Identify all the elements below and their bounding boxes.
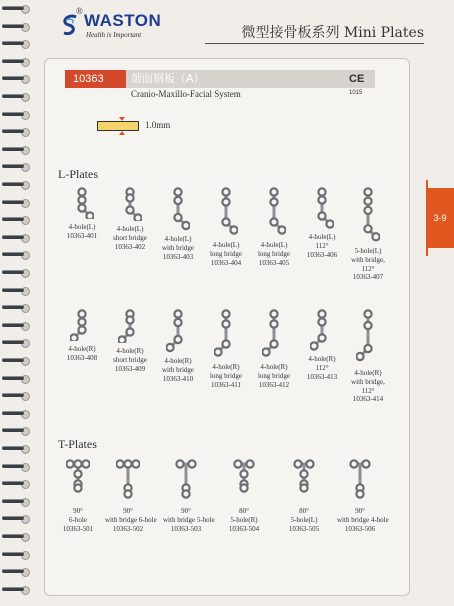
l-plate-label: 10363-412 xyxy=(258,380,290,389)
binding-ring xyxy=(2,514,30,523)
binding-ring xyxy=(2,215,30,224)
l-plate-label: 5-hole(L) xyxy=(354,247,382,255)
l-plate-label: 10363-402 xyxy=(114,242,146,251)
l-plate-drawing xyxy=(166,187,190,231)
binding-ring xyxy=(2,497,30,506)
l-plate-label: long bridge xyxy=(209,249,243,258)
binding-ring xyxy=(2,567,30,576)
binding-ring xyxy=(2,303,30,312)
t-plate-label: 90° xyxy=(355,507,365,515)
t-plate-item xyxy=(281,459,327,533)
header-divider xyxy=(205,43,424,44)
brand-tagline: Health is Important xyxy=(86,31,142,39)
l-plate-label: 4-hole(R) xyxy=(212,363,240,371)
l-plate-label: 4-hole(R) xyxy=(116,347,144,355)
l-plate-item xyxy=(299,309,345,381)
brand-logo xyxy=(62,8,182,42)
l-plate-label: 112° xyxy=(315,363,329,372)
brand-name: WASTON xyxy=(84,11,162,30)
l-plate-label: 112° xyxy=(361,386,375,395)
t-plate-label: 10363-503 xyxy=(170,524,202,533)
t-plate-item xyxy=(221,459,267,533)
section-l-plates: L-Plates xyxy=(58,167,98,181)
binding-ring xyxy=(2,409,30,418)
t-plate-label: 80° xyxy=(239,507,249,515)
t-plate-label: 80° xyxy=(299,507,309,515)
l-plate-label: 10363-414 xyxy=(352,395,384,404)
binding-ring xyxy=(2,338,30,347)
section-t-plates: T-Plates xyxy=(58,437,97,451)
binding-ring xyxy=(2,585,30,594)
binding-ring xyxy=(2,444,30,453)
t-plate-label: 90° xyxy=(181,507,191,515)
t-plate-item xyxy=(163,459,215,533)
binding-ring xyxy=(2,198,30,207)
t-plate-label: 10363-505 xyxy=(288,524,320,533)
l-plate-label: 4-hole(L) xyxy=(260,241,288,249)
t-plate-label: with bridge 4-hole xyxy=(337,515,389,524)
l-plate-item xyxy=(59,309,105,363)
waston-logo-icon xyxy=(62,14,80,36)
l-plate-item xyxy=(155,187,201,261)
l-plate-label: 10363-413 xyxy=(306,372,338,381)
binding-ring xyxy=(2,286,30,295)
t-plate-drawing xyxy=(348,459,372,503)
product-name: 颌面钢板（A） xyxy=(131,72,205,85)
binding-ring xyxy=(2,57,30,66)
binding-ring xyxy=(2,74,30,83)
l-plate-label: short bridge xyxy=(113,355,147,364)
t-plate-label: 10363-501 xyxy=(62,524,94,533)
l-plate-label: 10363-405 xyxy=(258,258,290,267)
l-plate-label: 4-hole(L) xyxy=(68,223,96,231)
binding-ring xyxy=(2,162,30,171)
l-plate-drawing xyxy=(166,309,190,353)
l-plate-label: long bridge xyxy=(209,371,243,380)
l-plate-drawing xyxy=(262,309,286,359)
l-plate-drawing xyxy=(214,309,238,359)
l-plate-item xyxy=(59,187,105,241)
binding-ring xyxy=(2,110,30,119)
t-plate-item xyxy=(105,459,157,533)
l-plate-label: 10363-406 xyxy=(306,250,338,259)
binding-ring xyxy=(2,532,30,541)
l-plate-label: 10363-409 xyxy=(114,364,146,373)
l-plate-item xyxy=(203,187,249,267)
t-plate-drawing xyxy=(66,459,90,503)
l-plate-drawing xyxy=(356,309,380,365)
catalog-panel xyxy=(44,58,410,596)
l-plate-drawing xyxy=(118,187,142,221)
l-plate-item xyxy=(107,187,153,251)
ce-label: CE xyxy=(349,73,365,85)
l-plate-label: short bridge xyxy=(113,233,147,242)
binding-ring xyxy=(2,374,30,383)
t-plate-label: 10363-504 xyxy=(228,524,260,533)
system-name: Cranio-Maxillo-Facial System xyxy=(131,89,241,99)
l-plate-drawing xyxy=(310,187,334,229)
l-plate-label: 10363-403 xyxy=(162,252,194,261)
l-plate-label: with bridge, xyxy=(351,377,385,386)
l-plate-label: 10363-408 xyxy=(66,353,98,362)
binding-ring xyxy=(2,145,30,154)
page-title: 微型接骨板系列 Mini Plates xyxy=(241,25,424,41)
binding-ring xyxy=(2,180,30,189)
l-plate-item xyxy=(345,309,391,404)
t-plate-drawing xyxy=(292,459,316,503)
binding-ring xyxy=(2,39,30,48)
l-plate-item xyxy=(299,187,345,259)
binding-ring xyxy=(2,22,30,31)
l-plate-label: 10363-401 xyxy=(66,231,98,240)
l-plate-label: 4-hole(R) xyxy=(308,355,336,363)
l-plate-label: long bridge xyxy=(257,371,291,380)
l-plate-item xyxy=(345,187,391,282)
spiral-binding xyxy=(0,0,34,606)
chapter-tab: 3-9 xyxy=(426,188,454,248)
t-plate-label: with bridge 6-hole xyxy=(105,515,157,524)
binding-ring xyxy=(2,391,30,400)
l-plate-item xyxy=(251,309,297,389)
t-plate-label: 90° xyxy=(123,507,133,515)
l-plate-label: with bridge xyxy=(161,365,195,374)
binding-ring xyxy=(2,268,30,277)
t-plate-label: 5-hole(R) xyxy=(230,515,258,524)
l-plate-item xyxy=(251,187,297,267)
l-plate-label: 4-hole(R) xyxy=(68,345,96,353)
thickness-arrow-top-icon xyxy=(119,117,125,121)
l-plate-item xyxy=(107,309,153,373)
ce-number: 1015 xyxy=(349,90,363,96)
product-code: 10363 xyxy=(65,70,126,88)
t-plate-label: 10363-502 xyxy=(112,524,144,533)
binding-ring xyxy=(2,4,30,13)
registered-mark: ® xyxy=(76,6,83,16)
binding-ring xyxy=(2,233,30,242)
l-plate-item xyxy=(155,309,201,383)
t-plate-label: 90° xyxy=(73,507,83,515)
binding-ring xyxy=(2,550,30,559)
l-plate-label: 4-hole(L) xyxy=(308,233,336,241)
l-plate-drawing xyxy=(70,309,94,341)
l-plate-drawing xyxy=(262,187,286,237)
t-plate-label: 6-hole xyxy=(69,515,87,524)
thickness-label: 1.0mm xyxy=(145,120,171,130)
l-plate-label: 4-hole(L) xyxy=(164,235,192,243)
l-plate-label: 112° xyxy=(315,241,329,250)
binding-ring xyxy=(2,250,30,259)
t-plate-drawing xyxy=(116,459,140,503)
l-plate-item xyxy=(203,309,249,389)
l-plate-label: long bridge xyxy=(257,249,291,258)
l-plate-drawing xyxy=(356,187,380,243)
t-plate-drawing xyxy=(232,459,256,503)
l-plate-label: with bridge xyxy=(161,243,195,252)
l-plate-drawing xyxy=(118,309,142,343)
l-plate-drawing xyxy=(214,187,238,237)
thickness-arrow-bottom-icon xyxy=(119,131,125,135)
l-plate-drawing xyxy=(310,309,334,351)
l-plate-label: 4-hole(L) xyxy=(212,241,240,249)
l-plate-label: 4-hole(L) xyxy=(116,225,144,233)
binding-ring xyxy=(2,92,30,101)
l-plate-label: 10363-404 xyxy=(210,258,242,267)
binding-ring xyxy=(2,479,30,488)
t-plate-label: with bridge 5-hole xyxy=(163,515,215,524)
l-plate-label: 4-hole(R) xyxy=(354,369,382,377)
binding-ring xyxy=(2,127,30,136)
l-plate-label: 10363-407 xyxy=(352,273,384,282)
l-plate-label: 112° xyxy=(361,264,375,273)
binding-ring xyxy=(2,426,30,435)
binding-ring xyxy=(2,462,30,471)
binding-ring xyxy=(2,321,30,330)
t-plate-label: 5-hole(L) xyxy=(290,515,318,524)
t-plate-item xyxy=(55,459,101,533)
l-plate-label: 10363-411 xyxy=(210,380,242,389)
l-plate-drawing xyxy=(70,187,94,219)
t-plate-label: 10363-506 xyxy=(344,524,376,533)
l-plate-label: with bridge, xyxy=(351,255,385,264)
t-plate-drawing xyxy=(174,459,198,503)
l-plate-label: 10363-410 xyxy=(162,374,194,383)
binding-ring xyxy=(2,356,30,365)
thickness-swatch xyxy=(97,121,139,131)
ce-mark xyxy=(349,73,375,97)
l-plate-label: 4-hole(R) xyxy=(260,363,288,371)
t-plate-item xyxy=(337,459,389,533)
l-plate-label: 4-hole(R) xyxy=(164,357,192,365)
